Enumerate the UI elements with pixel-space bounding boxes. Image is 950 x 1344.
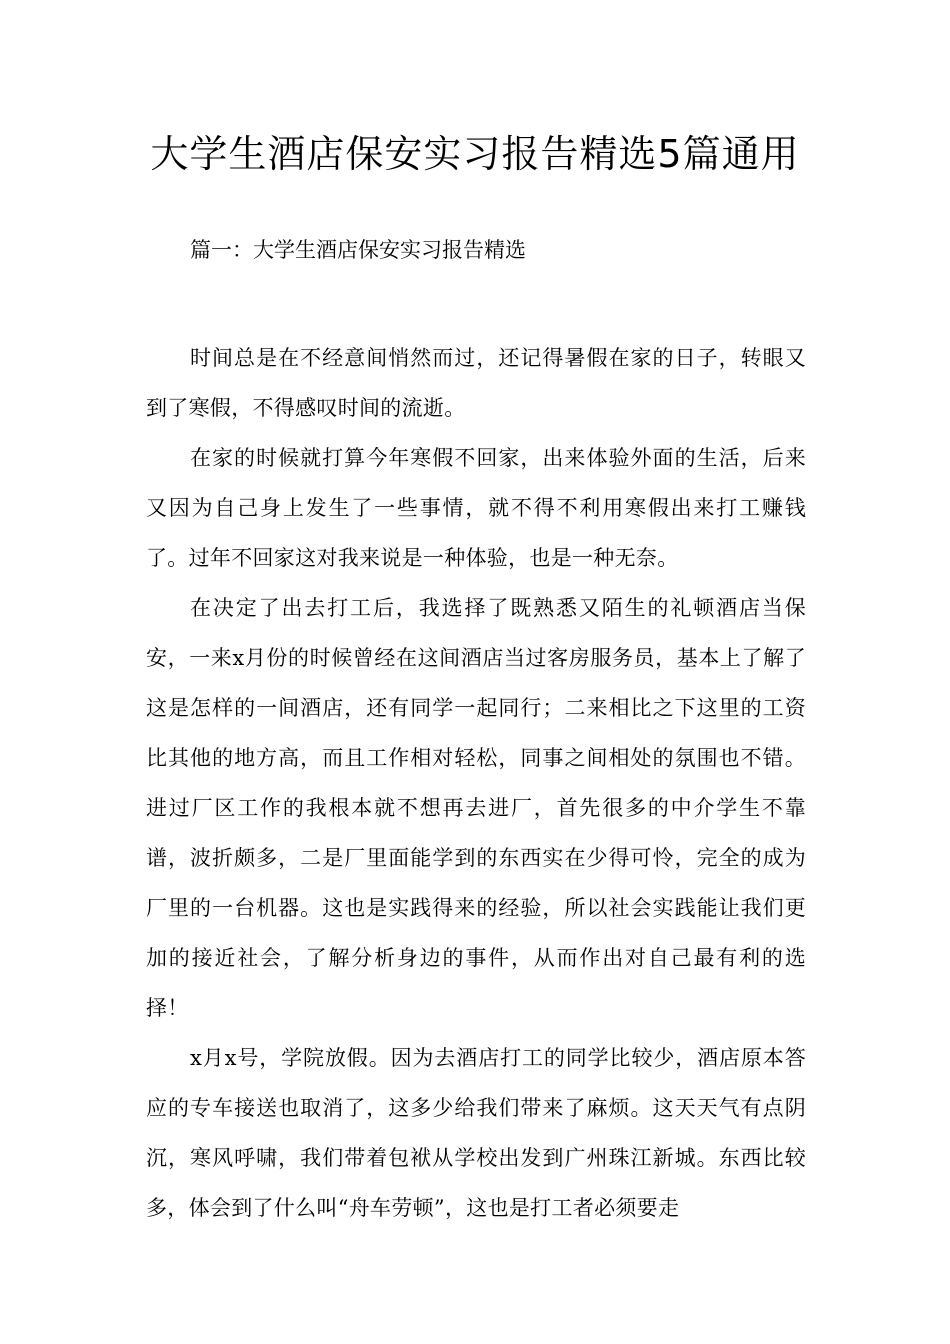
document-title: 大学生酒店保安实习报告精选5篇通用 — [150, 132, 800, 176]
section-heading: 篇一：大学生酒店保安实习报告精选 — [190, 238, 526, 262]
paragraph-4: x月x号，学院放假。因为去酒店打工的同学比较少，酒店原本答应的专车接送也取消了，这多少给我们带来了麻烦。这天天气有点阴沉，寒风呼啸，我们带着包袱从学校出发到广州珠江新城。东西比较多，体会到了什么叫“舟车劳顿”，这也是打工者必须要走 — [146, 1046, 806, 1220]
paragraph-1: 时间总是在不经意间悄然而过，还记得暑假在家的日子，转眼又到了寒假，不得感叹时间的流逝。 — [146, 346, 806, 420]
paragraph-2: 在家的时候就打算今年寒假不回家，出来体验外面的生活，后来又因为自己身上发生了一些事情，就不得不利用寒假出来打工赚钱了。过年不回家这对我来说是一种体验，也是一种无奈。 — [146, 446, 806, 570]
paragraph-3: 在决定了出去打工后，我选择了既熟悉又陌生的礼顿酒店当保安，一来x月份的时候曾经在这间酒店当过客房服务员，基本上了解了这是怎样的一间酒店，还有同学一起同行；二来相比之下这里的工资比其他的地方高，而且工作相对轻松，同事之间相处的氛围也不错。进过厂区工作的我根本就不想再去进厂，首先很多的中介学生不靠谱，波折颇多，二是厂里面能学到的东西实在少得可怜，完全的成为厂里的一台机器。这也是实践得来的经验，所以社会实践能让我们更加的接近社会，了解分析身边的事件，从而作出对自己最有利的选择！ — [146, 596, 806, 1020]
document-body — [146, 333, 806, 1233]
